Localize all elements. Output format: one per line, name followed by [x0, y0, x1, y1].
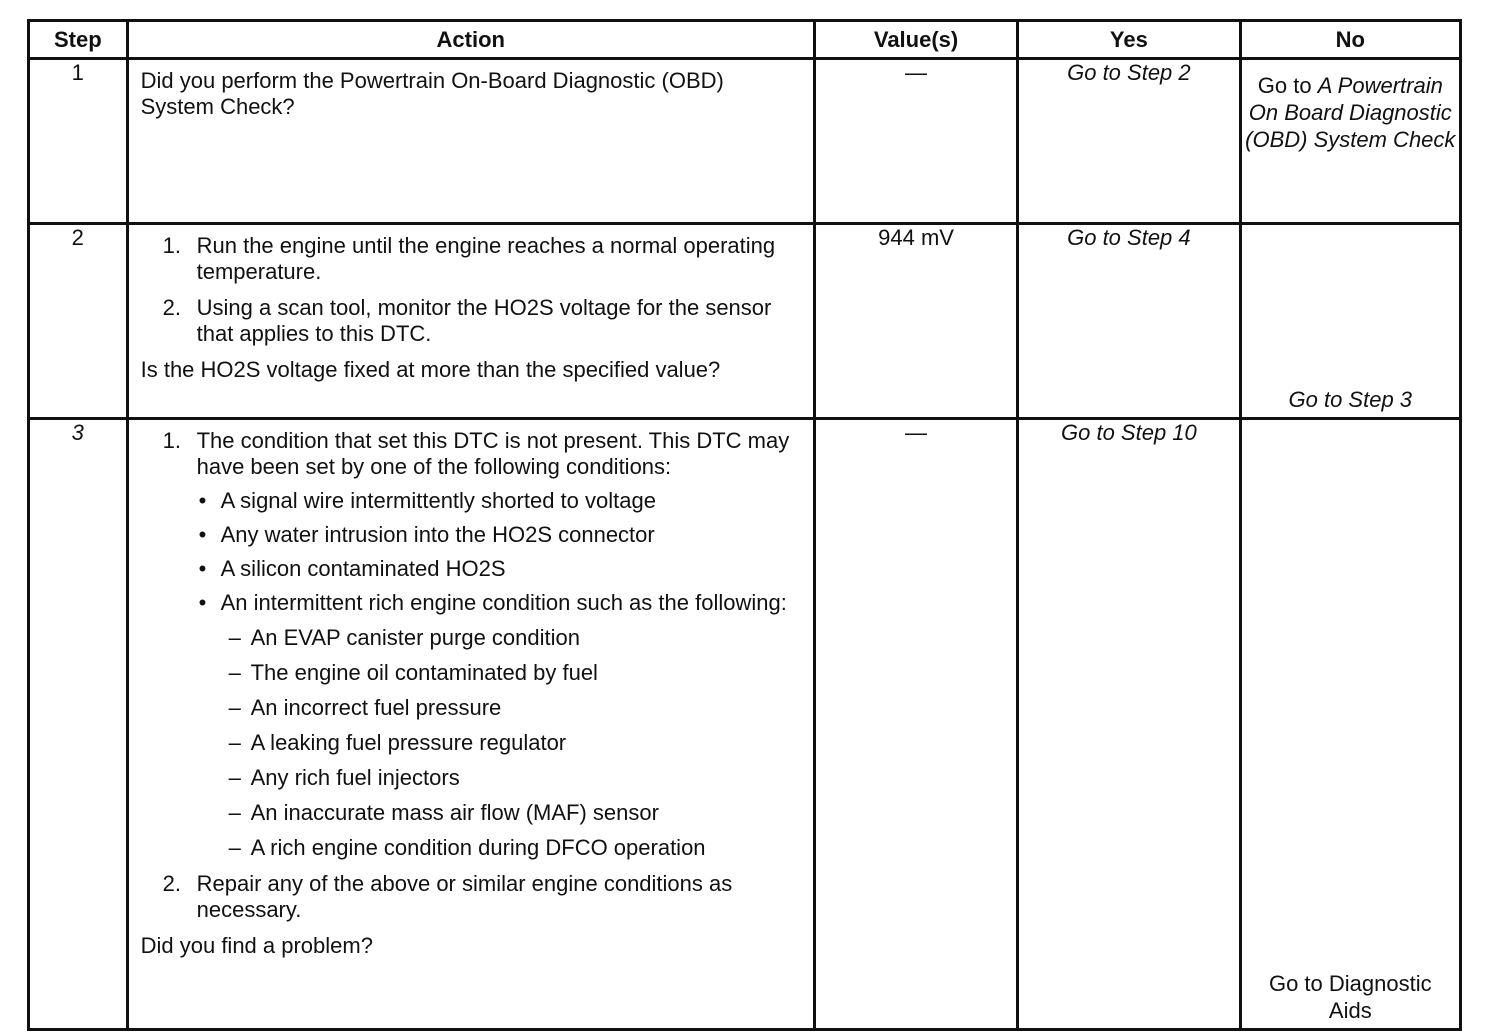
numbered-step: 1. The condition that set this DTC is not present. This DTC may have been set by one of the following conditions: • A signal wire intermittently shorted to voltage • Any water intrusion into the HO2S connector • A silicon contaminated HO2S • An intermittent rich engine condition such as the following: – An EVAP canister purge condition – The engine oil contaminated by fuel – An incorrect fuel pressure – A leaking fuel pressure regulator – Any rich fuel injectors – An inaccurate mass air flow (MAF) sensor – A rich engine condition during DFCO operation: [163, 428, 799, 861]
header-row: [29, 21, 1461, 59]
bullet-item: • Any water intrusion into the HO2S connector: [198, 522, 655, 547]
numbered-step: 1. Run the engine until the engine reaches a normal operating temperature.: [162, 233, 776, 284]
header-action: Action: [127, 21, 814, 59]
dash-item: – The engine oil contaminated by fuel: [228, 660, 598, 685]
bullet-item: • An intermittent rich engine condition such as the following: – An EVAP canister purge condition – The engine oil contaminated by fuel – An incorrect fuel pressure – A leaking fuel pressure regulator – Any rich fuel injectors – An inaccurate mass air flow (MAF) sensor – A rich engine condition during DFCO operation: [197, 590, 799, 861]
diagnostic-table: [27, 19, 1462, 1031]
table-row: [29, 59, 1461, 224]
action-question: Did you perform the Powertrain On-Board Diagnostic (OBD) System Check?: [140, 68, 724, 119]
bullet-item: • A signal wire intermittently shorted to voltage: [198, 488, 656, 513]
numbered-step: 2. Repair any of the above or similar engine conditions as necessary.: [162, 871, 733, 922]
no-cell: [1240, 59, 1460, 224]
dash-item: – An inaccurate mass air flow (MAF) sensor: [228, 800, 659, 825]
yes-cell: Go to Step 10: [1018, 419, 1240, 1030]
value-cell: —: [814, 59, 1017, 224]
action-cell: [127, 59, 814, 224]
action-question: Is the HO2S voltage fixed at more than the specified value?: [140, 357, 721, 382]
header-values: Value(s): [814, 21, 1017, 59]
dash-item: – Any rich fuel injectors: [228, 765, 460, 790]
header-step: Step: [29, 21, 128, 59]
bullet-item: • A silicon contaminated HO2S: [198, 556, 506, 581]
table-row: [29, 419, 1461, 1030]
no-link-text: A Powertrain On Board Diagnostic (OBD) System Check: [1245, 73, 1456, 152]
no-cell: Go to Step 3: [1240, 224, 1460, 419]
dash-item: – A leaking fuel pressure regulator: [228, 730, 567, 755]
step-number: 1: [29, 59, 128, 224]
no-cell: Go to Diagnostic Aids: [1240, 419, 1460, 1030]
header-yes: Yes: [1018, 21, 1240, 59]
table-row: [29, 224, 1461, 419]
dash-item: – An incorrect fuel pressure: [228, 695, 502, 720]
numbered-step: 2. Using a scan tool, monitor the HO2S voltage for the sensor that applies to this DTC.: [162, 295, 772, 346]
yes-cell: Go to Step 4: [1018, 224, 1240, 419]
action-cell: [127, 224, 814, 419]
no-prefix: Go to: [1257, 73, 1312, 98]
action-question: Did you find a problem?: [140, 933, 373, 958]
action-cell: [127, 419, 814, 1030]
step-number: 3: [29, 419, 128, 1030]
dash-item: – An EVAP canister purge condition: [228, 625, 580, 650]
dash-item: – A rich engine condition during DFCO operation: [228, 835, 706, 860]
yes-cell: Go to Step 2: [1018, 59, 1240, 224]
value-cell: 944 mV: [814, 224, 1017, 419]
value-cell: —: [814, 419, 1017, 1030]
step-number: 2: [29, 224, 128, 419]
header-no: No: [1240, 21, 1460, 59]
